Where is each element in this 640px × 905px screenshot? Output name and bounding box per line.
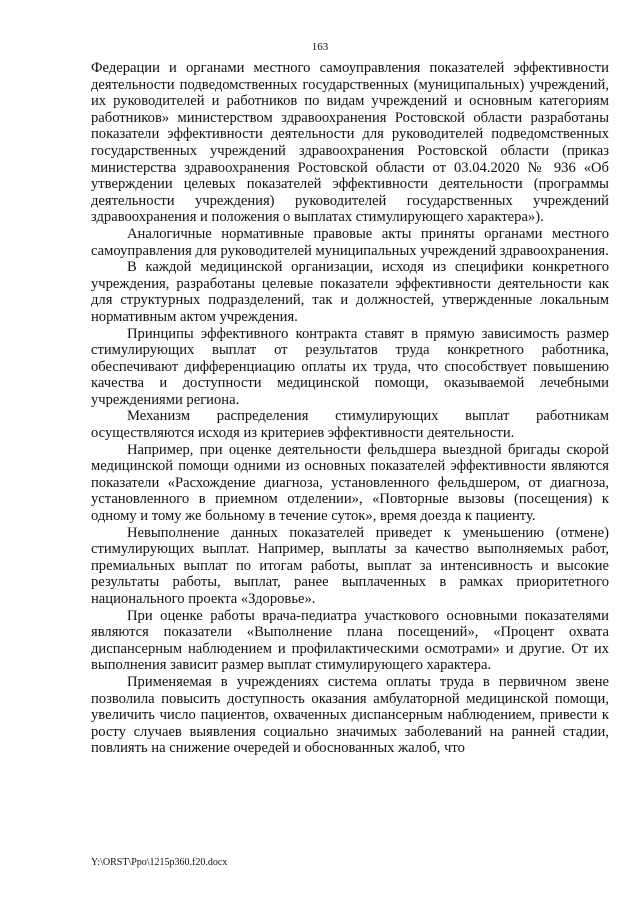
paragraph: Механизм распределения стимулирующих выплат работникам осуществляются исходя из критериев эффективности деятельности. xyxy=(91,408,609,442)
paragraph: Например, при оценке деятельности фельдшера выездной бригады скорой медицинской помощи одними из основных показателей эффективности являются показатели «Расхождение диагноза, установленного фельдшером, от диагноза, установленного в приемном отделении», «Повторные вызовы (посещения) к одному и тому же больному в течение суток», время доезда к пациенту. xyxy=(91,441,609,525)
paragraph: Принципы эффективного контракта ставят в прямую зависимость размер стимулирующих выплат от результатов труда конкретного работника, обеспечивают дифференциацию оплаты их труда, что способствует повышению качества и доступности медицинской помощи, оказываемой лечебными учреждениями региона. xyxy=(91,325,609,408)
paragraph: Аналогичные нормативные правовые акты приняты органами местного самоуправления для руководителей муниципальных учреждений здравоохранения. xyxy=(91,225,609,259)
paragraph: При оценке работы врача-педиатра участкового основными показателями являются показатели «Выполнение плана посещений», «Процент охвата диспансерным наблюдением и профилактическими осмотрами» и другие. От их выполнения зависит размер выплат стимулирующего характера. xyxy=(91,607,609,674)
footer-file-path: Y:\ORST\Ppo\1215p360.f20.docx xyxy=(91,857,228,868)
document-body xyxy=(91,60,609,757)
paragraph-continuation: Федерации и органами местного самоуправления показателей эффективности деятельности подведомственных государственных (муниципальных) учреждений, их руководителей и работников по видам учреждений и основным категориям работников» министерством здравоохранения Ростовской области разработаны показатели эффективности деятельности для руководителей подведомственных государственных учреждений здравоохранения Ростовской области (приказ министерства здравоохранения Ростовской области от 03.04.2020 № 936 «Об утверждении целевых показателей эффективности деятельности (программы деятельности учреждения) руководителей государственных учреждений здравоохранения и положения о выплатах стимулирующего характера»). xyxy=(91,60,609,226)
paragraph: Применяемая в учреждениях система оплаты труда в первичном звене позволила повысить доступность оказания амбулаторной медицинской помощи, увеличить число пациентов, охваченных диспансерным наблюдением, привести к росту случаев выявления социально значимых заболеваний на ранней стадии, повлиять на снижение очередей и обоснованных жалоб, что xyxy=(91,673,609,757)
paragraph: В каждой медицинской организации, исходя из специфики конкретного учреждения, разработаны целевые показатели эффективности деятельности как для структурных подразделений, так и должностей, утвержденные локальным нормативным актом учреждения. xyxy=(91,259,609,325)
paragraph: Невыполнение данных показателей приведет к уменьшению (отмене) стимулирующих выплат. Например, выплаты за качество выполняемых работ, премиальных выплат по итогам работы, выплат за интенсивность и высокие результаты работы, выплат, ранее выплаченных в рамках приоритетного национального проекта «Здоровье». xyxy=(91,524,609,607)
page-number: 163 xyxy=(311,41,329,53)
